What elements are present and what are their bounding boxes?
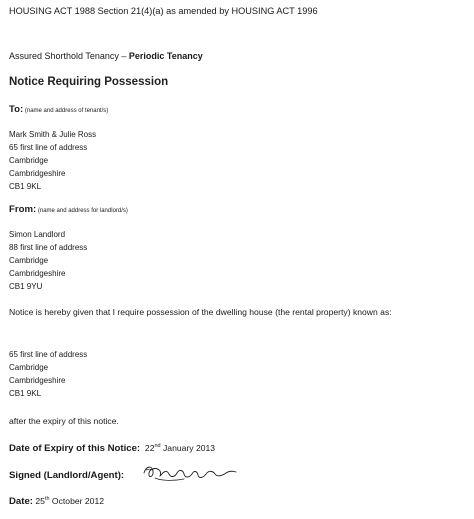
to-label: To: <box>9 104 24 115</box>
tenant-city: Cambridge <box>9 156 49 165</box>
signed-label: Signed (Landlord/Agent): <box>9 470 125 481</box>
landlord-city: Cambridge <box>9 256 49 265</box>
date-month-year: October 2012 <box>49 496 105 506</box>
landlord-address <box>9 228 87 293</box>
tenant-name: Mark Smith & Julie Ross <box>9 130 97 139</box>
to-hint: (name and address of tenant/s) <box>23 108 109 114</box>
signed-line <box>9 470 124 481</box>
property-postcode: CB1 9KL <box>9 389 42 398</box>
from-hint: (name and address for landlord/s) <box>36 208 128 214</box>
tenancy-prefix: Assured Shorthold Tenancy – <box>9 51 129 61</box>
after-expiry-text: after the expiry of this notice. <box>9 416 119 426</box>
expiry-day: 22 <box>144 443 155 453</box>
tenant-address-line-1: 65 first line of address <box>9 143 88 152</box>
tenant-address <box>9 128 96 193</box>
tenancy-type-line <box>9 51 203 62</box>
landlord-name: Simon Landlord <box>9 230 66 239</box>
tenant-postcode: CB1 9KL <box>9 182 42 191</box>
date-line <box>9 496 104 507</box>
handwritten-signature <box>140 458 240 486</box>
date-day-suffix: th <box>44 496 50 502</box>
landlord-address-line-1: 88 first line of address <box>9 243 88 252</box>
to-heading <box>9 104 108 117</box>
tenant-county: Cambridgeshire <box>9 169 66 178</box>
tenancy-type: Periodic Tenancy <box>128 51 203 61</box>
date-day: 25 <box>35 496 45 506</box>
expiry-date-line <box>9 443 215 454</box>
property-address-line-1: 65 first line of address <box>9 350 88 359</box>
expiry-month-year: January 2013 <box>160 443 216 453</box>
expiry-day-suffix: nd <box>154 443 161 449</box>
from-heading <box>9 204 128 217</box>
property-address <box>9 348 87 400</box>
property-city: Cambridge <box>9 363 49 372</box>
from-label: From: <box>9 204 37 215</box>
expiry-label: Date of Expiry of this Notice: <box>9 443 141 454</box>
notice-title: Notice Requiring Possession <box>9 76 169 88</box>
date-label: Date: <box>9 496 33 507</box>
landlord-postcode: CB1 9YU <box>9 282 43 291</box>
act-header: HOUSING ACT 1988 Section 21(4)(a) as amended by HOUSING ACT 1996 <box>9 6 318 16</box>
landlord-county: Cambridgeshire <box>9 269 66 278</box>
notice-statement: Notice is hereby given that I require possession of the dwelling house (the rental property) known as: <box>9 307 392 317</box>
property-county: Cambridgeshire <box>9 376 66 385</box>
